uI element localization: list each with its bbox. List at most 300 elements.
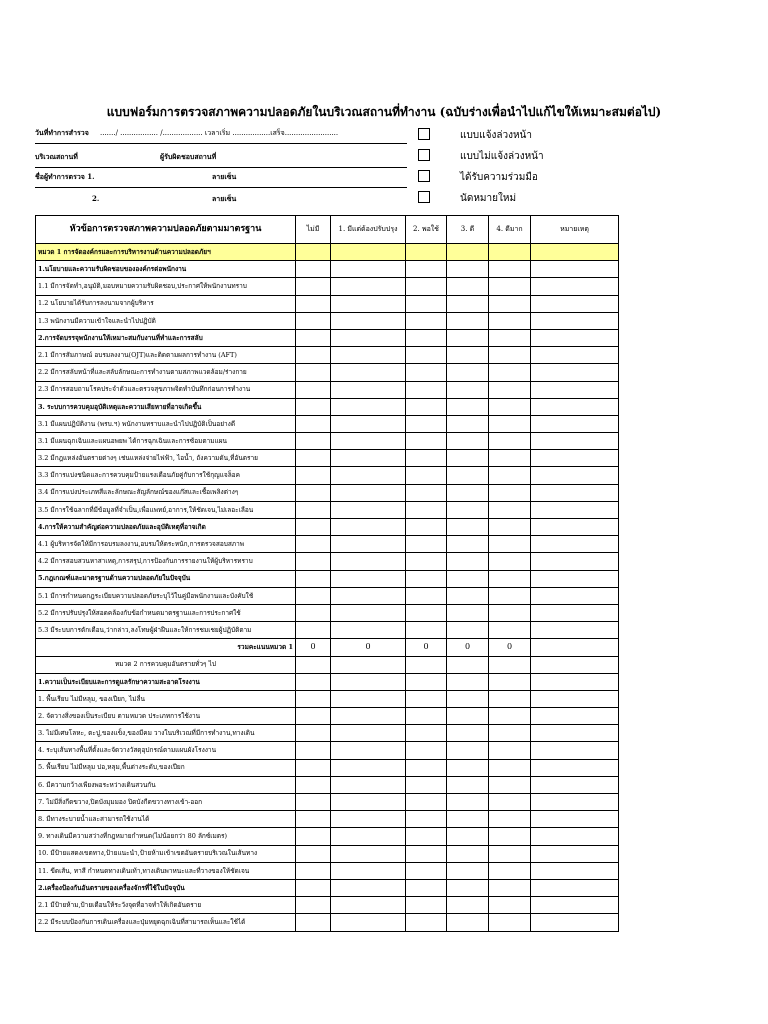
score-cell[interactable] — [489, 364, 531, 381]
remarks-cell — [531, 244, 619, 261]
score-cell[interactable] — [296, 364, 331, 381]
remarks-cell[interactable] — [531, 553, 619, 570]
score-cell — [331, 879, 406, 896]
category-row — [36, 656, 619, 673]
score-cell[interactable] — [296, 862, 331, 879]
score-cell[interactable] — [447, 690, 489, 707]
score-cell[interactable] — [489, 759, 531, 776]
remarks-cell[interactable] — [531, 381, 619, 398]
divider-line — [35, 187, 407, 188]
table-row — [36, 622, 619, 639]
score-cell[interactable] — [331, 828, 406, 845]
remarks-cell[interactable] — [531, 278, 619, 295]
score-cell[interactable] — [489, 467, 531, 484]
score-cell — [406, 329, 447, 346]
score-cell — [331, 570, 406, 587]
score-cell[interactable] — [296, 553, 331, 570]
table-row — [36, 811, 619, 828]
score-cell[interactable] — [331, 604, 406, 621]
score-cell[interactable] — [331, 347, 406, 364]
remarks-cell[interactable] — [531, 433, 619, 450]
section-row — [36, 519, 619, 536]
score-cell[interactable] — [447, 467, 489, 484]
row-label: 2.เครื่องป้องกันอันตรายของเครื่องจักรที่ใช้ในปัจจุบัน — [36, 879, 296, 896]
score-cell[interactable] — [489, 897, 531, 914]
score-cell[interactable] — [489, 587, 531, 604]
table-row — [36, 587, 619, 604]
score-cell[interactable] — [406, 897, 447, 914]
row-label: 1. พื้นเรียบ ไม่มีหลุม, ของเปียก, ไม่ลื่น — [36, 690, 296, 707]
remarks-cell[interactable] — [531, 415, 619, 432]
score-cell — [406, 244, 447, 261]
score-cell[interactable] — [296, 897, 331, 914]
score-cell — [489, 244, 531, 261]
remarks-cell[interactable] — [531, 484, 619, 501]
row-label: 5.1 มีการกำหนดกฎระเบียบความปลอดภัยระบุไว้ในคู่มือพนักงานและบังคับใช้ — [36, 587, 296, 604]
column-header-fair: 2. พอใช้ — [406, 216, 447, 244]
column-header-needs-improvement: 1. มีแต่ต้องปรับปรุง — [331, 216, 406, 244]
score-cell[interactable] — [406, 604, 447, 621]
score-cell[interactable] — [331, 312, 406, 329]
score-cell — [296, 329, 331, 346]
signature-2-label: ลายเซ็น — [212, 194, 237, 203]
score-cell[interactable] — [296, 690, 331, 707]
row-label: 1.ความเป็นระเบียบและการดูแลรักษาความสะอาดโรงงาน — [36, 673, 296, 690]
score-cell[interactable] — [331, 295, 406, 312]
score-cell[interactable] — [406, 450, 447, 467]
inspector-1-label: ชื่อผู้ทำการตรวจ 1. — [35, 172, 95, 181]
remarks-cell — [531, 329, 619, 346]
remarks-cell[interactable] — [531, 862, 619, 879]
score-cell — [331, 329, 406, 346]
score-cell[interactable] — [489, 622, 531, 639]
table-row — [36, 381, 619, 398]
score-cell — [331, 519, 406, 536]
section-row — [36, 673, 619, 690]
column-header-very-good: 4. ดีมาก — [489, 216, 531, 244]
score-cell[interactable] — [489, 794, 531, 811]
score-cell[interactable] — [331, 622, 406, 639]
remarks-cell[interactable] — [531, 604, 619, 621]
score-cell[interactable] — [331, 278, 406, 295]
score-cell — [296, 673, 331, 690]
score-cell — [331, 656, 406, 673]
column-header-good: 3. ดี — [447, 216, 489, 244]
score-cell[interactable] — [447, 811, 489, 828]
score-cell[interactable] — [296, 484, 331, 501]
score-cell[interactable] — [296, 415, 331, 432]
remarks-cell[interactable] — [531, 347, 619, 364]
score-cell[interactable] — [406, 347, 447, 364]
score-cell[interactable] — [489, 278, 531, 295]
survey-date-label: วันที่ทำการสำรวจ — [35, 128, 89, 137]
score-cell[interactable] — [296, 433, 331, 450]
row-label: 2.3 มีการสอบถามโรคประจำตัวและตรวจสุขภาพจิตทำบันทึกก่อนการทำงาน — [36, 381, 296, 398]
score-cell[interactable] — [296, 501, 331, 518]
remarks-cell[interactable] — [531, 467, 619, 484]
score-cell[interactable] — [406, 433, 447, 450]
score-cell[interactable] — [331, 690, 406, 707]
score-cell[interactable] — [489, 708, 531, 725]
score-cell[interactable] — [447, 364, 489, 381]
score-cell[interactable] — [406, 381, 447, 398]
row-label: หมวด 2 การควบคุมอันตรายทั่วๆ ไป — [36, 656, 296, 673]
score-cell[interactable] — [489, 604, 531, 621]
remarks-cell[interactable] — [531, 742, 619, 759]
row-label: 1.2 นโยบายได้รับการลงนามจากผู้บริหาร — [36, 295, 296, 312]
score-cell[interactable] — [447, 622, 489, 639]
score-cell[interactable] — [406, 759, 447, 776]
table-row — [36, 690, 619, 707]
score-cell[interactable] — [406, 690, 447, 707]
score-cell[interactable] — [447, 450, 489, 467]
remarks-cell[interactable] — [531, 828, 619, 845]
score-cell[interactable] — [489, 536, 531, 553]
remarks-cell[interactable] — [531, 450, 619, 467]
row-label: 4.1 ผู้บริหารจัดให้มีการอบรมลงงาน,อบรมให้ตระหนัก,การตรวจสอบสภาพ — [36, 536, 296, 553]
column-header-topic: หัวข้อการตรวจสภาพความปลอดภัยตามมาตรฐาน — [36, 216, 296, 244]
score-cell[interactable] — [296, 467, 331, 484]
score-cell[interactable] — [489, 811, 531, 828]
score-cell[interactable] — [489, 725, 531, 742]
remarks-cell[interactable] — [531, 776, 619, 793]
remarks-cell[interactable] — [531, 295, 619, 312]
score-cell — [406, 398, 447, 415]
score-cell — [489, 673, 531, 690]
score-cell — [406, 879, 447, 896]
score-cell[interactable] — [447, 484, 489, 501]
score-cell[interactable] — [296, 708, 331, 725]
remarks-cell[interactable] — [531, 794, 619, 811]
row-label: 9. ทางเดินมีความสว่างที่กฎหมายกำหนด(ไม่น้อยกว่า 80 ลักซ์เมตร) — [36, 828, 296, 845]
score-cell[interactable] — [296, 725, 331, 742]
score-cell[interactable] — [406, 501, 447, 518]
score-cell[interactable] — [296, 742, 331, 759]
score-cell[interactable] — [406, 295, 447, 312]
score-cell[interactable] — [406, 622, 447, 639]
remarks-cell — [531, 519, 619, 536]
score-cell[interactable] — [296, 622, 331, 639]
remarks-cell — [531, 398, 619, 415]
score-cell[interactable] — [406, 312, 447, 329]
score-cell[interactable] — [447, 776, 489, 793]
score-cell[interactable] — [489, 845, 531, 862]
remarks-cell[interactable] — [531, 725, 619, 742]
remarks-cell[interactable] — [531, 845, 619, 862]
score-cell — [447, 656, 489, 673]
score-cell — [296, 244, 331, 261]
remarks-cell[interactable] — [531, 501, 619, 518]
score-cell[interactable] — [296, 295, 331, 312]
total-row — [36, 639, 619, 656]
advance-notice-checkbox[interactable] — [418, 128, 430, 140]
remarks-cell[interactable] — [531, 690, 619, 707]
row-label: 11. ขีดเส้น, ทาสี กำหนดทางเดินเท้า,ทางเดินพาหนะและที่วางของให้ชัดเจน — [36, 862, 296, 879]
score-cell — [331, 673, 406, 690]
score-cell[interactable] — [406, 536, 447, 553]
remarks-cell[interactable] — [531, 312, 619, 329]
score-cell[interactable] — [489, 450, 531, 467]
score-cell[interactable] — [331, 794, 406, 811]
section-row — [36, 329, 619, 346]
score-cell[interactable] — [331, 381, 406, 398]
remarks-cell[interactable] — [531, 897, 619, 914]
score-cell[interactable] — [296, 828, 331, 845]
remarks-cell[interactable] — [531, 759, 619, 776]
score-cell[interactable] — [331, 708, 406, 725]
score-cell[interactable] — [447, 501, 489, 518]
remarks-cell[interactable] — [531, 364, 619, 381]
score-cell[interactable] — [489, 347, 531, 364]
score-cell[interactable] — [489, 690, 531, 707]
score-cell — [296, 398, 331, 415]
table-row — [36, 364, 619, 381]
section-row — [36, 879, 619, 896]
score-cell[interactable] — [331, 776, 406, 793]
table-row — [36, 450, 619, 467]
remarks-cell — [531, 261, 619, 278]
remarks-cell[interactable] — [531, 708, 619, 725]
score-cell[interactable] — [296, 811, 331, 828]
remarks-cell — [531, 639, 619, 656]
score-cell — [447, 879, 489, 896]
row-label: 2.1 มีป้ายห้าม,ป้ายเตือนให้ระวังจุดที่อาจทำให้เกิดอันตราย — [36, 897, 296, 914]
score-cell — [296, 570, 331, 587]
score-cell[interactable] — [406, 862, 447, 879]
score-cell[interactable] — [406, 845, 447, 862]
score-cell[interactable] — [447, 587, 489, 604]
score-cell[interactable] — [447, 604, 489, 621]
table-row — [36, 536, 619, 553]
survey-date-field[interactable]: ......./ ................. /.................. เวลาเริ่ม .................เสร็จ........................ — [100, 129, 339, 137]
score-cell[interactable] — [331, 450, 406, 467]
score-cell — [447, 329, 489, 346]
score-total-cell: 0 — [406, 639, 447, 656]
score-cell[interactable] — [447, 742, 489, 759]
table-row — [36, 433, 619, 450]
row-label: 10. มีป้ายแสดงเขตทาง,ป้ายแนะนำ,ป้ายห้ามเข้าเขตอันตรายบริเวณในเส้นทาง — [36, 845, 296, 862]
score-cell[interactable] — [447, 415, 489, 432]
score-cell[interactable] — [406, 467, 447, 484]
table-row — [36, 725, 619, 742]
score-cell[interactable] — [331, 484, 406, 501]
score-cell[interactable] — [296, 794, 331, 811]
table-row — [36, 484, 619, 501]
score-cell[interactable] — [489, 828, 531, 845]
score-cell — [489, 398, 531, 415]
score-cell[interactable] — [447, 295, 489, 312]
score-cell[interactable] — [406, 708, 447, 725]
table-row — [36, 759, 619, 776]
remarks-cell[interactable] — [531, 587, 619, 604]
score-cell[interactable] — [331, 501, 406, 518]
score-cell[interactable] — [489, 914, 531, 931]
row-label: 1.3 พนักงานมีความเข้าใจและนำไปปฏิบัติ — [36, 312, 296, 329]
table-row — [36, 914, 619, 931]
score-cell[interactable] — [331, 725, 406, 742]
table-row — [36, 312, 619, 329]
score-cell[interactable] — [296, 587, 331, 604]
score-cell[interactable] — [406, 794, 447, 811]
score-cell[interactable] — [489, 433, 531, 450]
table-row — [36, 742, 619, 759]
score-cell[interactable] — [296, 450, 331, 467]
score-cell — [489, 261, 531, 278]
score-cell[interactable] — [447, 381, 489, 398]
table-row — [36, 828, 619, 845]
score-cell — [406, 519, 447, 536]
row-label: 5.3 มีระบบการตักเตือน,ว่ากล่าว,ลงโทษผู้ฝ่าฝืนและให้การชมเชยผู้ปฏิบัติตาม — [36, 622, 296, 639]
cooperation-checkbox[interactable] — [418, 170, 430, 182]
score-cell[interactable] — [447, 828, 489, 845]
score-cell[interactable] — [447, 862, 489, 879]
score-cell[interactable] — [331, 862, 406, 879]
section-row — [36, 398, 619, 415]
score-cell[interactable] — [406, 742, 447, 759]
row-label: รวมคะแนนหมวด 1 — [36, 639, 296, 656]
table-row — [36, 776, 619, 793]
score-cell[interactable] — [331, 845, 406, 862]
score-cell[interactable] — [296, 914, 331, 931]
score-cell[interactable] — [489, 553, 531, 570]
score-cell[interactable] — [331, 914, 406, 931]
score-cell[interactable] — [489, 484, 531, 501]
score-cell[interactable] — [296, 759, 331, 776]
advance-notice-label: แบบแจ้งล่วงหน้า — [460, 130, 532, 141]
score-cell — [447, 261, 489, 278]
row-label: 4. ระบุเส้นทางพื้นที่ตั้งและจัดวางวัสดุอุปกรณ์ตามแผนผังโรงงาน — [36, 742, 296, 759]
score-cell[interactable] — [331, 364, 406, 381]
score-cell[interactable] — [331, 742, 406, 759]
remarks-cell — [531, 673, 619, 690]
score-cell[interactable] — [447, 914, 489, 931]
score-total-cell: 0 — [489, 639, 531, 656]
row-label: 5.กฎเกณฑ์และมาตรฐานด้านความปลอดภัยในปัจจุบัน — [36, 570, 296, 587]
score-cell[interactable] — [331, 536, 406, 553]
score-cell[interactable] — [447, 536, 489, 553]
score-cell[interactable] — [489, 415, 531, 432]
score-cell[interactable] — [296, 776, 331, 793]
table-row — [36, 278, 619, 295]
score-cell[interactable] — [331, 433, 406, 450]
score-cell[interactable] — [406, 725, 447, 742]
score-cell[interactable] — [447, 347, 489, 364]
score-cell — [489, 570, 531, 587]
score-cell[interactable] — [406, 914, 447, 931]
score-cell[interactable] — [406, 364, 447, 381]
remarks-cell[interactable] — [531, 622, 619, 639]
reschedule-checkbox[interactable] — [418, 191, 430, 203]
score-cell[interactable] — [296, 604, 331, 621]
remarks-cell[interactable] — [531, 811, 619, 828]
row-label: 3. ไม่มีเศษโลหะ, ตะปู,ของแข็ง,ของมีคม วางในบริเวณที่มีการทำงาน,ทางเดิน — [36, 725, 296, 742]
table-row — [36, 295, 619, 312]
score-cell[interactable] — [406, 484, 447, 501]
table-row — [36, 501, 619, 518]
remarks-cell[interactable] — [531, 536, 619, 553]
score-cell[interactable] — [489, 501, 531, 518]
score-cell[interactable] — [331, 467, 406, 484]
remarks-cell — [531, 879, 619, 896]
score-cell[interactable] — [331, 811, 406, 828]
divider-line — [35, 167, 407, 168]
area-label: บริเวณสถานที่ — [35, 152, 78, 161]
score-cell[interactable] — [447, 278, 489, 295]
divider-line — [35, 143, 407, 144]
row-label: 5.2 มีการปรับปรุงให้สอดคล้องกับข้อกำหนดมาตรฐานและการประกาศใช้ — [36, 604, 296, 621]
score-cell[interactable] — [296, 845, 331, 862]
score-cell[interactable] — [489, 295, 531, 312]
score-cell[interactable] — [489, 312, 531, 329]
score-cell[interactable] — [331, 553, 406, 570]
score-cell[interactable] — [296, 347, 331, 364]
score-cell[interactable] — [489, 862, 531, 879]
row-label: 5. พื้นเรียบ ไม่มีหลุม บ่อ,หลุม,พื้นต่างระดับ,ของเปียก — [36, 759, 296, 776]
score-cell[interactable] — [406, 776, 447, 793]
remarks-cell[interactable] — [531, 914, 619, 931]
score-cell[interactable] — [447, 845, 489, 862]
table-row — [36, 467, 619, 484]
remarks-cell — [531, 656, 619, 673]
score-cell — [447, 673, 489, 690]
table-row — [36, 845, 619, 862]
score-cell[interactable] — [447, 553, 489, 570]
score-cell — [447, 570, 489, 587]
score-cell[interactable] — [406, 415, 447, 432]
table-row — [36, 604, 619, 621]
no-advance-notice-checkbox[interactable] — [418, 149, 430, 161]
score-cell[interactable] — [447, 794, 489, 811]
score-cell — [406, 261, 447, 278]
score-cell[interactable] — [331, 897, 406, 914]
score-cell[interactable] — [331, 587, 406, 604]
table-row — [36, 415, 619, 432]
score-cell[interactable] — [331, 415, 406, 432]
score-cell[interactable] — [296, 312, 331, 329]
score-cell[interactable] — [489, 381, 531, 398]
score-cell — [296, 261, 331, 278]
score-cell[interactable] — [331, 759, 406, 776]
score-cell[interactable] — [296, 278, 331, 295]
area-owner-label: ผู้รับผิดชอบสถานที่ — [160, 152, 217, 161]
score-cell[interactable] — [406, 828, 447, 845]
score-cell[interactable] — [406, 587, 447, 604]
score-cell[interactable] — [447, 759, 489, 776]
score-cell[interactable] — [489, 776, 531, 793]
score-cell[interactable] — [447, 725, 489, 742]
score-cell[interactable] — [406, 553, 447, 570]
table-row — [36, 897, 619, 914]
score-total-cell: 0 — [296, 639, 331, 656]
row-label: 1.1 มีการจัดทำ,อนุมัติ,มอบหมายความรับผิดชอบ,ประกาศให้พนักงานทราบ — [36, 278, 296, 295]
score-cell[interactable] — [447, 312, 489, 329]
score-cell[interactable] — [296, 381, 331, 398]
score-cell — [489, 329, 531, 346]
no-advance-notice-label: แบบไม่แจ้งล่วงหน้า — [460, 151, 544, 162]
row-label: 7. ไม่มีสิ่งกีดขวาง,ปิดบังมุมมอง ปิดบังกีดขวางทางเข้า-ออก — [36, 794, 296, 811]
remarks-cell — [531, 570, 619, 587]
score-cell[interactable] — [296, 536, 331, 553]
score-cell[interactable] — [447, 708, 489, 725]
score-cell[interactable] — [489, 742, 531, 759]
score-cell[interactable] — [406, 278, 447, 295]
score-cell[interactable] — [447, 897, 489, 914]
score-cell — [331, 398, 406, 415]
score-cell — [447, 519, 489, 536]
score-cell[interactable] — [447, 433, 489, 450]
row-label: 8. มีทางระบายน้ำและสามารถใช้งานได้ — [36, 811, 296, 828]
score-cell[interactable] — [406, 811, 447, 828]
